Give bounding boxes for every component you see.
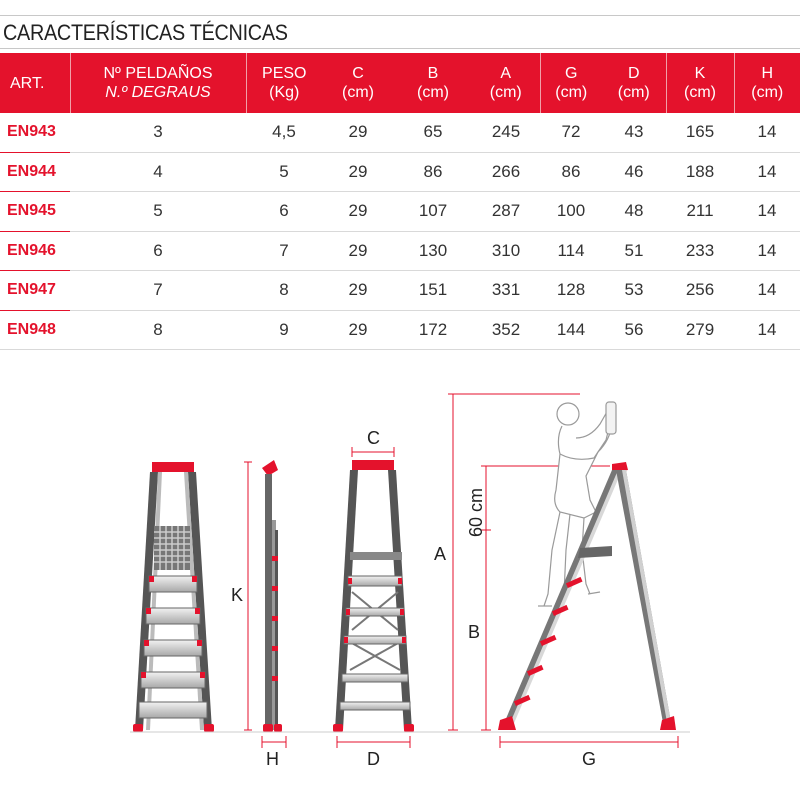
ladder-front-view: [133, 462, 214, 732]
cell-d: 51: [602, 231, 666, 271]
label-b: B: [468, 622, 481, 642]
cell-steps: 5: [70, 192, 246, 232]
cell-k: 165: [666, 113, 734, 152]
rear-rail-left: [335, 470, 358, 730]
label-60cm: 60 cm: [466, 487, 486, 537]
cell-c: 29: [322, 310, 394, 350]
cell-d: 53: [602, 271, 666, 311]
ladder-side-view: [262, 460, 282, 732]
cell-g: 144: [540, 310, 602, 350]
cell-c: 29: [322, 231, 394, 271]
cell-b: 151: [394, 271, 472, 311]
cell-k: 233: [666, 231, 734, 271]
cell-steps: 8: [70, 310, 246, 350]
cell-steps: 7: [70, 271, 246, 311]
article-code: EN946: [0, 231, 70, 271]
cell-k: 211: [666, 192, 734, 232]
cell-d: 46: [602, 152, 666, 192]
cell-k: 279: [666, 310, 734, 350]
label-c: C: [367, 428, 380, 448]
spec-table: [0, 53, 800, 350]
label-d: D: [367, 749, 380, 769]
ladder-diagram: [0, 380, 800, 800]
cell-weight: 4,5: [246, 113, 322, 152]
col-header-a: A (cm): [472, 53, 540, 113]
table-row: [0, 192, 800, 232]
cell-d: 56: [602, 310, 666, 350]
cell-g: 114: [540, 231, 602, 271]
col-header-d: D (cm): [602, 53, 666, 113]
dimension-g: [500, 736, 678, 769]
label-h: H: [266, 749, 279, 769]
label-a: A: [434, 544, 447, 564]
cell-c: 29: [322, 113, 394, 152]
cell-d: 48: [602, 192, 666, 232]
cell-weight: 7: [246, 231, 322, 271]
cell-c: 29: [322, 271, 394, 311]
cell-h: 14: [734, 271, 800, 311]
cell-a: 266: [472, 152, 540, 192]
cell-a: 245: [472, 113, 540, 152]
dimension-h: [262, 736, 286, 769]
cell-k: 188: [666, 152, 734, 192]
cell-b: 107: [394, 192, 472, 232]
cell-b: 65: [394, 113, 472, 152]
top-rule: [0, 15, 800, 16]
cell-steps: 3: [70, 113, 246, 152]
dimension-b: [468, 530, 491, 730]
col-header-h: H (cm): [734, 53, 800, 113]
table-row: [0, 231, 800, 271]
cell-g: 100: [540, 192, 602, 232]
label-k: K: [231, 585, 244, 605]
cell-steps: 4: [70, 152, 246, 192]
article-code: EN945: [0, 192, 70, 232]
cell-g: 72: [540, 113, 602, 152]
cell-b: 130: [394, 231, 472, 271]
dimension-d: [337, 736, 410, 769]
dimension-k: [231, 462, 252, 730]
cell-h: 14: [734, 152, 800, 192]
cell-g: 86: [540, 152, 602, 192]
table-row: [0, 271, 800, 311]
article-code: EN947: [0, 271, 70, 311]
dimension-c: [352, 428, 394, 457]
title-rule: [0, 48, 800, 49]
cell-c: 29: [322, 192, 394, 232]
cell-h: 14: [734, 310, 800, 350]
ladder-rear-view: [333, 460, 414, 732]
article-code: EN948: [0, 310, 70, 350]
col-header-art: ART.: [0, 53, 70, 113]
top-cap: [152, 462, 194, 472]
cell-b: 172: [394, 310, 472, 350]
cell-a: 352: [472, 310, 540, 350]
cell-c: 29: [322, 152, 394, 192]
cell-b: 86: [394, 152, 472, 192]
article-code: EN943: [0, 113, 70, 152]
cell-g: 128: [540, 271, 602, 311]
table-row: [0, 152, 800, 192]
cell-a: 331: [472, 271, 540, 311]
col-header-weight: PESO (Kg): [246, 53, 322, 113]
col-header-g: G (cm): [540, 53, 602, 113]
side-rail: [265, 474, 272, 730]
cell-weight: 8: [246, 271, 322, 311]
cell-weight: 6: [246, 192, 322, 232]
side-top-cap: [262, 460, 278, 476]
label-g: G: [582, 749, 597, 769]
rear-rail-right: [388, 470, 412, 730]
cell-a: 310: [472, 231, 540, 271]
col-header-k: K (cm): [666, 53, 734, 113]
page-title: CARACTERÍSTICAS TÉCNICAS: [3, 20, 288, 45]
cell-h: 14: [734, 231, 800, 271]
cell-weight: 5: [246, 152, 322, 192]
table-header-row: [0, 53, 800, 113]
table-row: [0, 310, 800, 350]
table-row: [0, 113, 800, 152]
cell-k: 256: [666, 271, 734, 311]
cell-h: 14: [734, 192, 800, 232]
cell-steps: 6: [70, 231, 246, 271]
cell-d: 43: [602, 113, 666, 152]
col-header-steps: Nº PELDAÑOS N.º DEGRAUS: [70, 53, 246, 113]
rear-top-cap: [352, 460, 394, 470]
article-code: EN944: [0, 152, 70, 192]
col-header-b: B (cm): [394, 53, 472, 113]
cell-h: 14: [734, 113, 800, 152]
col-header-c: C (cm): [322, 53, 394, 113]
cell-weight: 9: [246, 310, 322, 350]
cell-a: 287: [472, 192, 540, 232]
